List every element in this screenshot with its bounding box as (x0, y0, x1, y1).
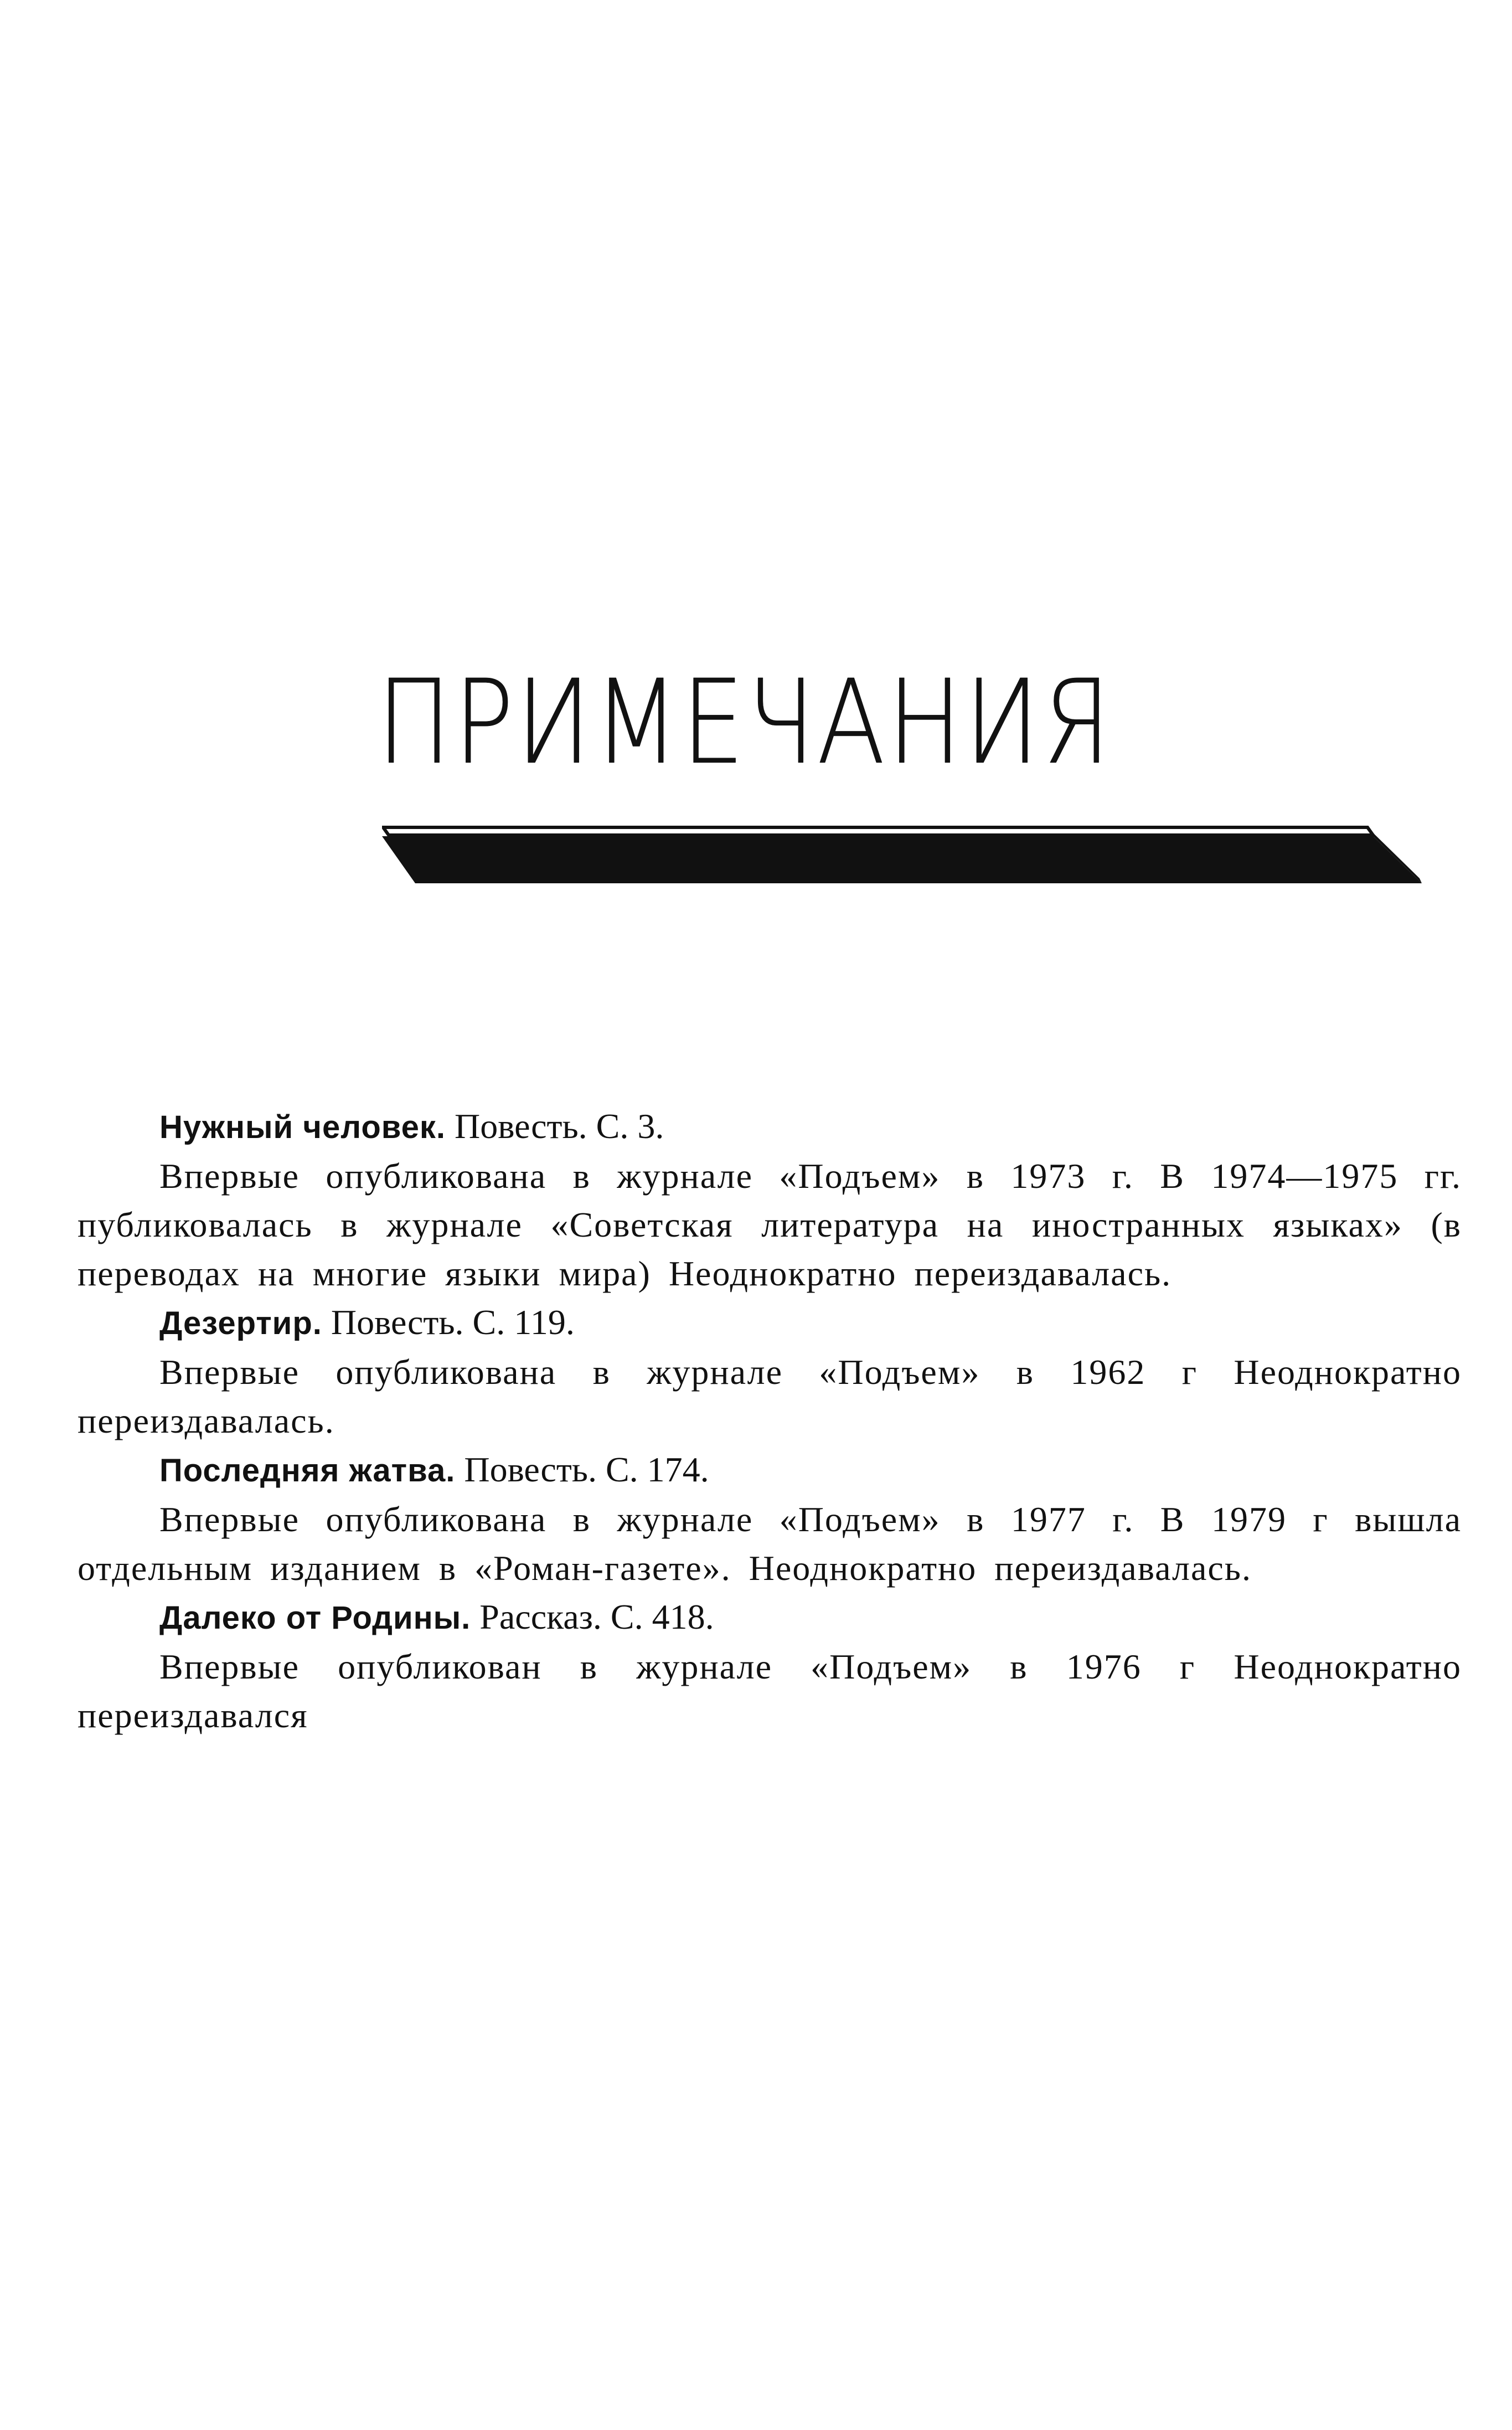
note-text: Впервые опубликована в журнале «Подъем» в 1977 г. В 1979 г вышла отдельным изданием в «Роман-газете». Неоднократно переиздавалась. (78, 1500, 1462, 1588)
note-title-line (78, 1445, 1462, 1495)
note-subtitle: Повесть. С. 119. (322, 1302, 575, 1342)
decorative-rule (382, 825, 1423, 886)
note-title: Нужный человек. (159, 1109, 446, 1145)
note-title: Последняя жатва. (159, 1453, 456, 1489)
note-subtitle: Повесть. С. 3. (446, 1106, 664, 1146)
note-title: Далеко от Родины. (159, 1600, 471, 1636)
section-heading: ПРИМЕЧАНИЯ (376, 655, 1113, 790)
note-text: Впервые опубликована в журнале «Подъем» в 1973 г. В 1974—1975 гг. публиковалась в журнале «Советская литература на иностранных языках» (в переводах на многие языки мира) Неоднократно переиздавалась. (78, 1156, 1462, 1293)
note-title-line (78, 1102, 1462, 1152)
note-subtitle: Рассказ. С. 418. (471, 1597, 714, 1636)
note-subtitle: Повесть. С. 174. (455, 1450, 709, 1489)
note-text: Впервые опубликована в журнале «Подъем» в 1962 г Неоднократно переиздавалась. (78, 1352, 1462, 1440)
note-text: Впервые опубликован в журнале «Подъем» в 1976 г Неоднократно переиздавался (78, 1647, 1462, 1735)
note-title-line (78, 1298, 1462, 1348)
notes-list (78, 1102, 1462, 1740)
note-title: Дезертир. (159, 1305, 322, 1341)
note-title-line (78, 1593, 1462, 1643)
